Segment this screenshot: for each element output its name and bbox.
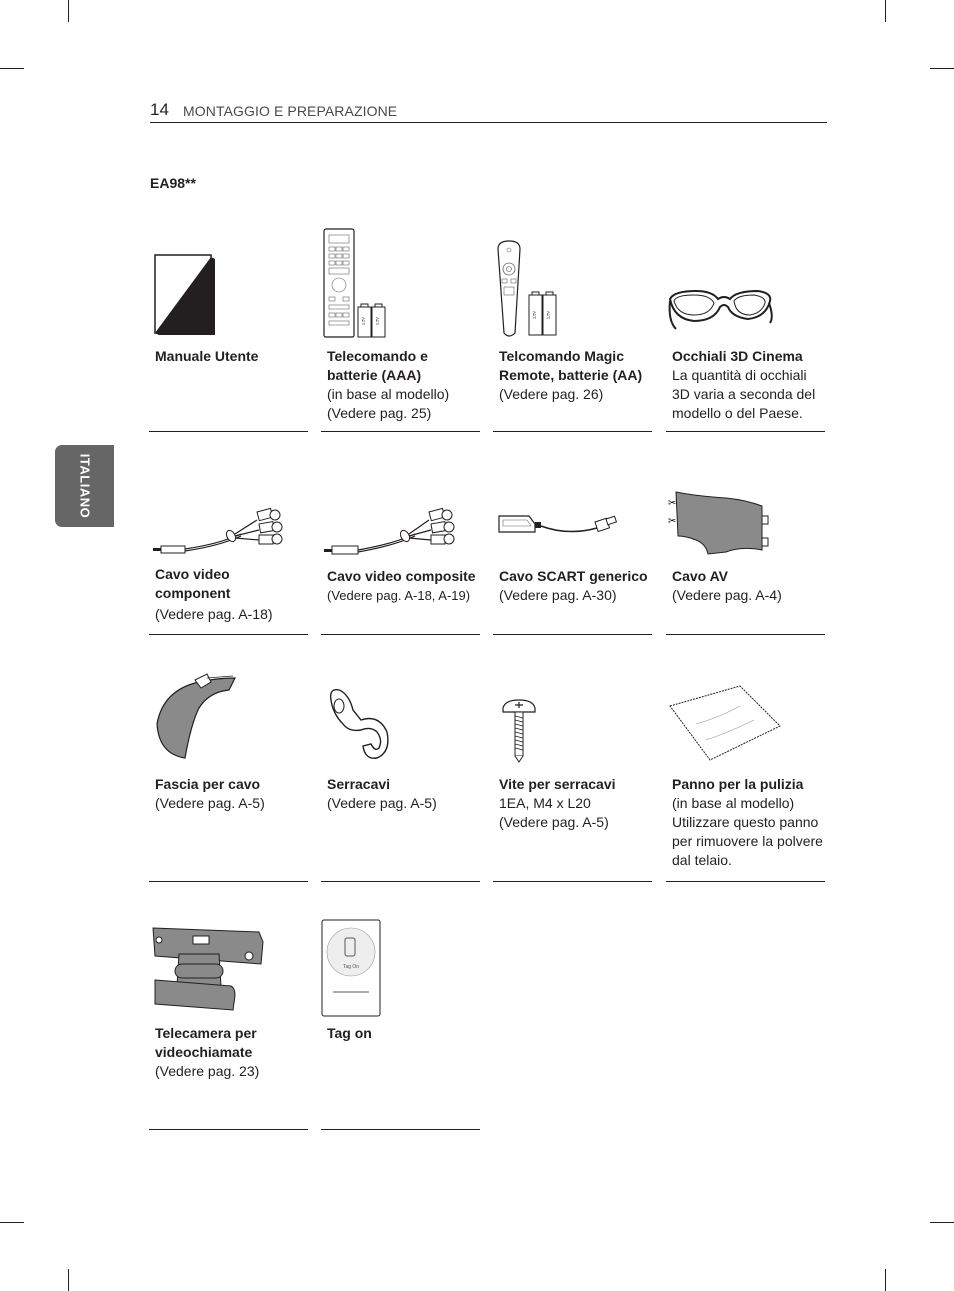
accessory-item <box>149 225 308 432</box>
accessory-item <box>321 660 480 882</box>
accessory-item <box>321 225 480 432</box>
accessory-item <box>666 225 825 432</box>
accessory-item <box>666 660 825 882</box>
svg-text:1,5V: 1,5V <box>545 310 551 320</box>
svg-text:1,5V: 1,5V <box>360 316 366 326</box>
3d-glasses-icon <box>666 225 825 345</box>
item-desc: La quantità di occhiali 3D varia a seconda del modello o del Paese. <box>672 367 816 421</box>
item-desc: (Vedere pag. A-18) <box>155 606 273 622</box>
item-title: Vite per serracavi <box>499 776 616 792</box>
composite-cable-icon <box>321 480 480 570</box>
accessory-item <box>493 660 652 882</box>
item-title: Cavo AV <box>672 568 729 584</box>
item-desc: Utilizzare questo panno per rimuovere la polvere dal telaio. <box>672 814 823 868</box>
scart-cable-icon <box>493 480 652 570</box>
crop-mark <box>885 1269 886 1291</box>
item-title: Serracavi <box>327 776 391 792</box>
item-desc: (Vedere pag. A-5) <box>499 814 609 830</box>
accessory-item <box>321 480 480 635</box>
item-desc: (Vedere pag. 23) <box>155 1063 260 1079</box>
item-desc: (Vedere pag. A-5) <box>155 795 265 811</box>
item-desc: (Vedere pag. A-30) <box>499 587 617 603</box>
video-camera-icon <box>149 910 308 1020</box>
accessory-item <box>149 910 308 1130</box>
component-cable-icon <box>149 480 308 570</box>
av-cable-icon <box>666 480 825 570</box>
crop-mark <box>68 1269 69 1291</box>
tag-on-label: Tag On <box>342 964 360 970</box>
remote-control-icon <box>321 225 480 345</box>
svg-text:1,5V: 1,5V <box>374 316 380 326</box>
item-desc: 1EA, M4 x L20 <box>499 795 591 811</box>
crop-mark <box>930 68 954 69</box>
item-desc: (in base al modello) <box>672 795 795 811</box>
item-title: Telecamera per videochiamate <box>155 1025 257 1060</box>
accessory-item <box>493 225 652 432</box>
item-title: Cavo video component <box>155 566 231 601</box>
item-title: Cavo SCART generico <box>499 568 648 584</box>
manual-icon <box>149 225 308 345</box>
page-number: 14 <box>150 100 169 119</box>
cable-band-icon <box>149 660 308 770</box>
crop-mark <box>0 1222 24 1223</box>
item-desc: (Vedere pag. A-5) <box>327 795 437 811</box>
svg-text:✂: ✂ <box>668 516 677 527</box>
language-tab <box>55 445 114 527</box>
item-desc: (Vedere pag. 25) <box>327 405 432 421</box>
item-desc: (Vedere pag. A-4) <box>672 587 782 603</box>
accessory-item <box>149 480 308 635</box>
item-title: Occhiali 3D Cinema <box>672 348 803 364</box>
magic-remote-icon <box>493 225 652 345</box>
accessory-item <box>493 480 652 635</box>
item-title: Fascia per cavo <box>155 776 261 792</box>
cable-clamp-icon <box>321 660 480 770</box>
accessory-item <box>321 910 480 1130</box>
item-title: Tag on <box>327 1025 372 1041</box>
accessory-item <box>149 660 308 882</box>
item-title: Panno per la pulizia <box>672 776 804 792</box>
tag-on-icon <box>321 910 480 1020</box>
item-title: Telecomando e batterie (AAA) <box>327 348 428 383</box>
screw-icon <box>493 660 652 770</box>
item-title: Manuale Utente <box>155 348 259 364</box>
item-desc: (Vedere pag. A-18, A-19) <box>327 588 471 603</box>
svg-text:1,5V: 1,5V <box>531 310 537 320</box>
item-title: Cavo video composite <box>327 568 476 584</box>
accessory-item <box>666 480 825 635</box>
crop-mark <box>885 0 886 22</box>
section-title: MONTAGGIO E PREPARAZIONE <box>183 103 398 119</box>
language-tab-label: ITALIANO <box>77 453 92 519</box>
crop-mark <box>930 1222 954 1223</box>
item-desc: (Vedere pag. 26) <box>499 386 604 402</box>
item-desc: (in base al modello) <box>327 386 450 402</box>
crop-mark <box>68 0 69 22</box>
crop-mark <box>0 68 24 69</box>
model-label: EA98** <box>150 175 196 191</box>
item-title: Telcomando Magic Remote, batterie (AA) <box>499 348 643 383</box>
page-header <box>150 100 827 123</box>
cleaning-cloth-icon <box>666 660 825 770</box>
svg-text:✂: ✂ <box>668 498 677 509</box>
